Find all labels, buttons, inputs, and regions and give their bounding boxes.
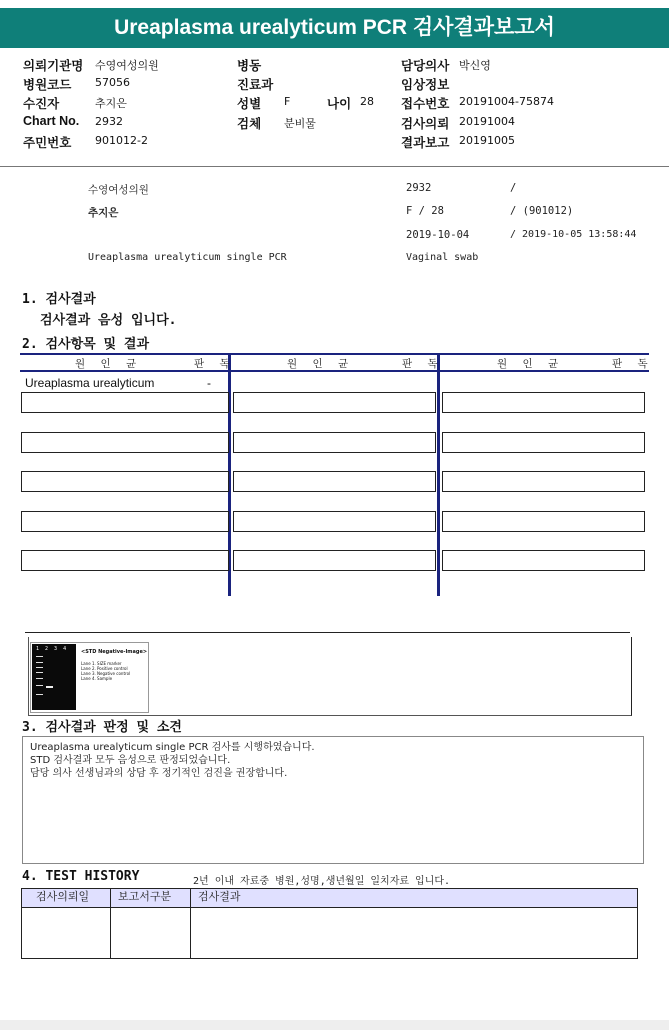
result-box — [442, 511, 645, 532]
result-box — [233, 511, 436, 532]
report-date-label: 결과보고 — [401, 136, 450, 150]
section1-heading: 1. 검사결과 — [22, 292, 96, 307]
chart-no-value: 2932 — [95, 115, 123, 128]
summary-institution: 수영여성의원 — [88, 184, 149, 196]
age-value: 28 — [360, 95, 374, 108]
receipt-no-value: 20191004-75874 — [459, 95, 554, 108]
section3-heading: 3. 검사결과 판정 및 소견 — [22, 720, 182, 735]
section4-heading: 4. TEST HISTORY — [22, 869, 140, 884]
gel-image-frame — [30, 642, 149, 713]
col3-judgement-header: 판 독 — [612, 358, 654, 370]
summary-test-name: Ureaplasma urealyticum single PCR — [88, 252, 287, 263]
page-bottom-strip — [0, 1020, 669, 1030]
result-box — [21, 432, 229, 453]
result-box — [233, 550, 436, 571]
result-box — [21, 511, 229, 532]
opinion-line-2: STD 검사결과 모두 음성으로 판정되었습니다. — [30, 755, 231, 766]
result-table-divider-2 — [437, 355, 440, 596]
summary-birth: / (901012) — [510, 205, 574, 217]
summary-patient: 추지은 — [88, 207, 119, 219]
gel-legend-lane3: Lane 3. Negative control — [81, 671, 131, 676]
age-label: 나이 — [327, 97, 352, 111]
history-col-request-date: 검사의뢰일 — [36, 890, 90, 903]
result-box — [442, 471, 645, 492]
summary-specimen: Vaginal swab — [406, 252, 479, 263]
report-date-value: 20191005 — [459, 134, 515, 147]
specimen-label: 검체 — [237, 117, 262, 131]
resident-no-value: 901012-2 — [95, 134, 148, 147]
col3-pathogen-header: 원 인 균 — [497, 358, 565, 370]
opinion-line-3: 담당 의사 선생님과의 상담 후 정기적인 검진을 권장합니다. — [30, 768, 288, 779]
gel-caption-title: <STD Negative-Image> — [81, 649, 148, 655]
institution-value: 수영여성의원 — [95, 59, 159, 72]
resident-no-label: 주민번호 — [23, 136, 72, 150]
history-table-body — [21, 906, 638, 959]
hospital-code-value: 57056 — [95, 76, 130, 89]
result-box — [442, 432, 645, 453]
hospital-code-label: 병원코드 — [23, 78, 72, 92]
gel-image — [32, 644, 76, 710]
col2-pathogen-header: 원 인 균 — [287, 358, 355, 370]
chart-no-label: Chart No. — [23, 114, 80, 128]
gel-legend-lane4: Lane 4. Sample — [81, 676, 113, 681]
summary-separator: / — [510, 182, 517, 194]
summary-request-datetime: 2019-10-04 — [406, 229, 470, 241]
result-table-top-rule — [20, 353, 649, 355]
doctor-value: 박신영 — [459, 59, 491, 72]
institution-label: 의뢰기관명 — [23, 59, 84, 73]
result-box — [442, 392, 645, 413]
result-box — [233, 432, 436, 453]
request-date-label: 검사의뢰 — [401, 117, 450, 131]
opinion-line-1: Ureaplasma urealyticum single PCR 검사를 시행하였습니다. — [30, 742, 315, 753]
col1-pathogen-header: 원 인 균 — [75, 358, 143, 370]
result-box — [21, 392, 229, 413]
sex-label: 성별 — [237, 97, 262, 111]
patient-label: 수진자 — [23, 97, 60, 111]
specimen-value: 분비물 — [284, 117, 316, 130]
summary-report-datetime: / 2019-10-05 13:58:44 — [510, 229, 637, 240]
col1-judgement-header: 판 독 — [194, 358, 236, 370]
pathogen-result: - — [207, 376, 211, 390]
summary-chart: 2932 — [406, 182, 432, 194]
history-note: 2년 이내 자료중 병원,성명,생년월일 일치자료 입니다. — [193, 876, 451, 887]
col2-judgement-header: 판 독 — [402, 358, 444, 370]
history-col-report-type: 보고서구분 — [118, 890, 172, 903]
sex-value: F — [284, 95, 291, 108]
pathogen-name: Ureaplasma urealyticum — [25, 376, 155, 390]
result-box — [233, 392, 436, 413]
receipt-no-label: 접수번호 — [401, 97, 450, 111]
request-date-value: 20191004 — [459, 115, 515, 128]
department-label: 진료과 — [237, 78, 274, 92]
gel-lane-numbers: 1 2 3 4 — [36, 646, 67, 652]
result-box — [21, 550, 229, 571]
history-col-result: 검사결과 — [198, 890, 241, 903]
gel-legend-lane2: Lane 2. Positive control — [81, 666, 128, 671]
clinical-info-label: 임상정보 — [401, 78, 450, 92]
ward-label: 병동 — [237, 59, 262, 73]
result-box — [21, 471, 229, 492]
gel-legend-lane1: Lane 1. SIZE marker — [81, 661, 122, 666]
result-box — [442, 550, 645, 571]
doctor-label: 담당의사 — [401, 59, 450, 73]
section2-heading: 2. 검사항목 및 결과 — [22, 337, 150, 352]
gel-panel-top-rule — [25, 632, 630, 633]
patient-value: 추지은 — [95, 97, 127, 110]
result-box — [233, 471, 436, 492]
report-title: Ureaplasma urealyticum PCR 검사결과보고서 — [0, 8, 669, 48]
section1-result-text: 검사결과 음성 입니다. — [40, 313, 177, 328]
summary-sex-age: F / 28 — [406, 205, 444, 217]
